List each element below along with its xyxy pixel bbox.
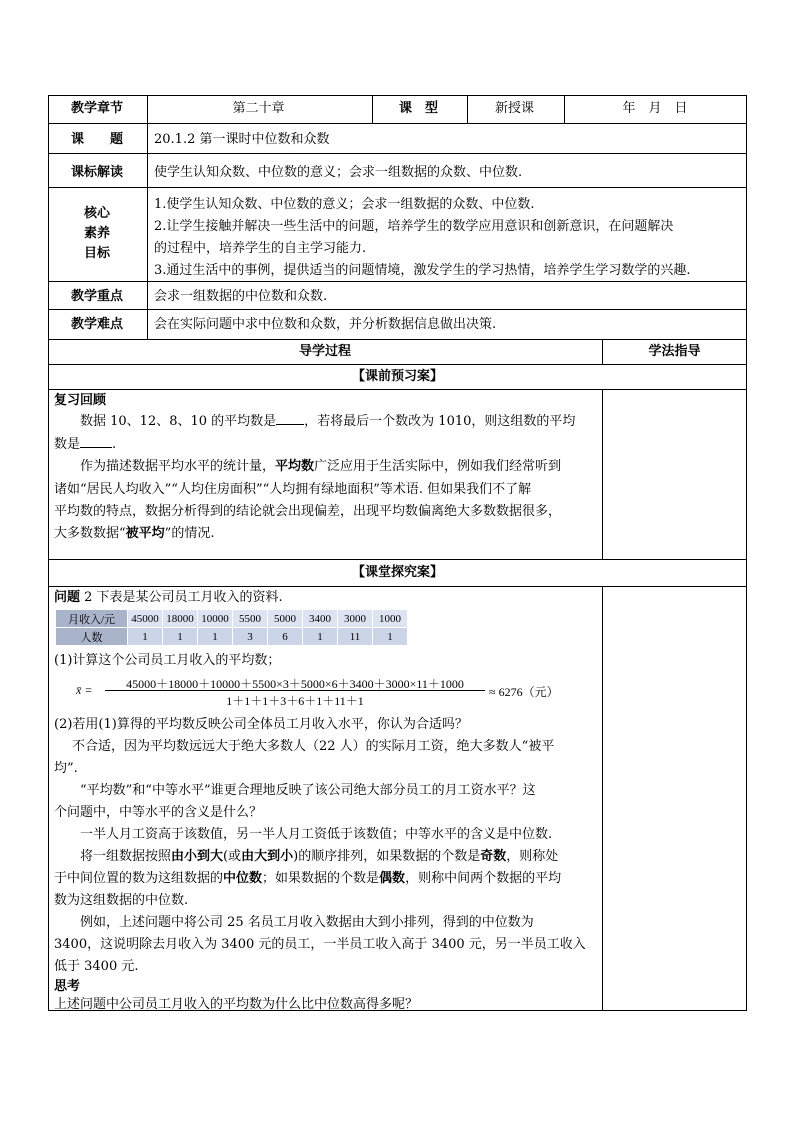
standard-label: 课标解读: [70, 165, 123, 180]
topic-value: 20.1.2 第一课时中位数和众数: [154, 132, 330, 147]
type-label: 课 型: [398, 101, 438, 116]
chapter-value: 第二十章: [232, 101, 285, 116]
xbar-symbol: x̄ =: [76, 683, 93, 697]
sub-question-2: (2)若用(1)算得的平均数反映公司全体员工月收入水平，你认为合适吗？: [54, 717, 468, 732]
date-value: 年 月 日: [622, 101, 688, 116]
core-line-1: 1.使学生认知众数、中位数的意义；会求一组数据的众数、中位数.: [154, 197, 535, 212]
standard-value: 使学生认知众数、中位数的意义；会求一组数据的众数、中位数.: [154, 165, 523, 180]
process-header: 导学过程: [298, 344, 351, 359]
core-label-2: 素养: [83, 226, 110, 241]
count-cell: 3: [233, 628, 267, 645]
count-cell: 6: [268, 628, 302, 645]
answer-blank-1: [276, 424, 304, 425]
formula-denominator: 1＋1＋1＋3＋6＋1＋11＋1: [226, 694, 364, 708]
definition-line-2: 于中间位置的数为这组数据的中位数；如果数据的个数是偶数，则称中间两个数据的平均: [54, 871, 562, 886]
explore-title: 【课堂探究案】: [351, 565, 443, 580]
income-cell: 1000: [373, 610, 407, 627]
fraction-bar: [105, 690, 485, 691]
question-3-line-2: 个问题中，中等水平的含义是什么？: [54, 805, 263, 820]
core-line-3: 的过程中，培养学生的自主学习能力.: [154, 241, 367, 256]
income-table: [55, 609, 408, 646]
method-guide-header: 学法指导: [648, 344, 701, 359]
income-row-label: 月收入/元: [56, 610, 127, 627]
core-label-3: 目标: [83, 246, 110, 261]
count-cell: 1: [163, 628, 197, 645]
topic-label: 课 题: [70, 132, 123, 147]
review-question-line-2: 数是 .: [54, 437, 117, 452]
answer-blank-2: [80, 447, 112, 448]
core-line-2: 2.让学生接触并解决一些生活中的问题，培养学生的数学应用意识和创新意识，在问题解决: [154, 219, 674, 234]
income-cell: 18000: [163, 610, 197, 627]
question-2: 问题 2 下表是某公司员工月收入的资料.: [54, 590, 283, 605]
example-line-1: 例如，上述问题中将公司 25 名员工月收入数据由大到小排列，得到的中位数为: [80, 915, 534, 930]
preview-title: 【课前预习案】: [351, 369, 443, 384]
count-row: [56, 628, 407, 645]
review-question-line-1: 数据 10、12、8、10 的平均数是 ，若将最后一个数改为 1010，则这组数的平均: [80, 414, 576, 429]
think-question: 上述问题中公司员工月收入的平均数为什么比中位数高得多呢？: [54, 997, 419, 1012]
formula-numerator: 45000＋18000＋10000＋5500×3＋5000×6＋3400＋3000×11＋1000: [126, 677, 464, 691]
formula-result: ≈ 6276（元）: [489, 685, 559, 699]
difficulty-label: 教学难点: [70, 317, 123, 332]
example-line-2: 3400，这说明除去月收入为 3400 元的员工，一半员工收入高于 3400 元，另一半员工收入: [54, 937, 586, 952]
income-cell: 3400: [303, 610, 337, 627]
income-cell: 10000: [198, 610, 232, 627]
count-cell: 1: [303, 628, 337, 645]
definition-line-1: 将一组数据按照由小到大(或由大到小)的顺序排列，如果数据的个数是奇数，则称处: [80, 849, 559, 864]
preview-paragraph-1: 作为描述数据平均水平的统计量，平均数广泛应用于生活实际中，例如我们经常听到: [80, 459, 562, 474]
core-line-4: 3.通过生活中的事例，提供适当的问题情境，激发学生的学习热情，培养学生学习数学的兴趣.: [154, 263, 691, 278]
income-cell: 3000: [338, 610, 372, 627]
answer-4: 一半人月工资高于该数值，另一半人月工资低于该数值；中等水平的含义是中位数.: [80, 827, 553, 842]
preview-paragraph-4: 大多数数据“被平均”的情况.: [54, 526, 215, 541]
definition-line-3: 数为这组数据的中位数.: [54, 893, 189, 908]
preview-paragraph-2: 诸如“居民人均收入”“人均住房面积”“人均拥有绿地面积”等术语. 但如果我们不了解: [54, 482, 532, 497]
difficulty-value: 会在实际问题中求中位数和众数，并分析数据信息做出决策.: [154, 317, 497, 332]
example-line-3: 低于 3400 元.: [54, 959, 139, 974]
sub-question-1: (1)计算这个公司员工月收入的平均数；: [54, 653, 281, 668]
income-row: [56, 610, 407, 627]
count-cell: 1: [198, 628, 232, 645]
count-cell: 1: [128, 628, 162, 645]
question-3-line-1: “平均数”和“中等水平”谁更合理地反映了该公司绝大部分员工的月工资水平？这: [80, 783, 536, 798]
core-label-1: 核心: [83, 206, 110, 221]
count-cell: 1: [373, 628, 407, 645]
answer-2-line-1: 不合适，因为平均数远远大于绝大多数人（22 人）的实际月工资，绝大多数人“被平: [72, 739, 555, 754]
key-point-value: 会求一组数据的中位数和众数.: [154, 289, 328, 304]
count-cell: 11: [338, 628, 372, 645]
income-cell: 45000: [128, 610, 162, 627]
type-value: 新授课: [494, 101, 534, 116]
think-label: 思考: [54, 979, 81, 994]
review-label: 复习回顾: [54, 393, 107, 408]
answer-2-line-2: 均”.: [54, 761, 78, 776]
chapter-label: 教学章节: [70, 101, 123, 116]
preview-paragraph-3: 平均数的特点，数据分析得到的结论就会出现偏差，出现平均数偏离绝大多数数据很多，: [54, 504, 562, 519]
income-cell: 5000: [268, 610, 302, 627]
income-cell: 5500: [233, 610, 267, 627]
count-row-label: 人数: [56, 628, 127, 645]
key-point-label: 教学重点: [70, 289, 123, 304]
